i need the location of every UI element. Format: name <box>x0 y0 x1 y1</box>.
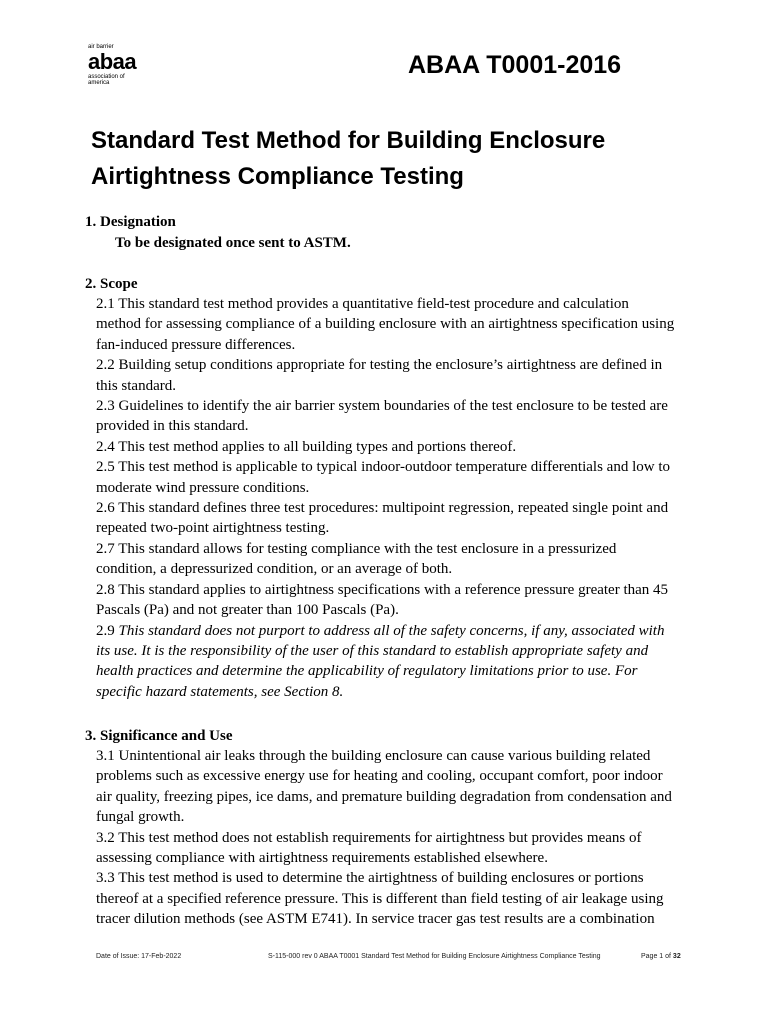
paragraph-line: 3.1 Unintentional air leaks through the building enclosure can cause various building related <box>96 748 651 764</box>
paragraph-line: air quality, freezing pipes, ice dams, and premature building degradation from condensation and <box>96 788 672 805</box>
paragraph-line: 2.7 This standard allows for testing compliance with the test enclosure in a pressurized <box>96 540 617 557</box>
logo-line-air-barrier: air barrier <box>88 44 114 50</box>
paragraph-line: 2.4 This test method applies to all building types and portions thereof. <box>96 438 517 455</box>
safety-note-line: specific hazard statements, see Section 8. <box>96 683 344 700</box>
document-id: ABAA T0001-2016 <box>408 51 622 79</box>
paragraph-line: this standard. <box>96 377 176 394</box>
paragraph-line: Pascals (Pa) and not greater than 100 Pascals (Pa). <box>96 602 399 619</box>
section-3-heading: 3. Significance and Use <box>85 728 233 744</box>
title-line-1: Standard Test Method for Building Enclosure <box>91 127 606 154</box>
paragraph-line: tracer dilution methods (see ASTM E741). In service tracer gas test results are a combination <box>96 911 655 928</box>
footer-document-reference: S-115-000 rev 0 ABAA T0001 Standard Test Method for Building Enclosure Airtightness Compliance Testing <box>268 953 601 960</box>
paragraph-line: moderate wind pressure conditions. <box>96 479 310 496</box>
section-2-heading: 2. Scope <box>85 276 138 292</box>
paragraph-line: fan-induced pressure differences. <box>96 336 296 353</box>
section-1-text: To be designated once sent to ASTM. <box>115 235 351 251</box>
paragraph-line: 2.8 This standard applies to airtightness specifications with a reference pressure greater than 45 <box>96 581 669 598</box>
safety-note-text: This standard does not purport to address all of the safety concerns, if any, associated with <box>118 622 665 639</box>
paragraph-line: assessing compliance with airtightness requirements established elsewhere. <box>96 850 548 867</box>
paragraph-line: 2.3 Guidelines to identify the air barrier system boundaries of the test enclosure to be tested are <box>96 398 668 415</box>
paragraph-line: 3.2 This test method does not establish requirements for airtightness but provides means of <box>96 829 642 846</box>
paragraph-line: repeated two-point airtightness testing. <box>96 520 330 537</box>
document-title <box>91 123 731 195</box>
paragraph-line: 2.6 This standard defines three test procedures: multipoint regression, repeated single point and <box>96 500 669 517</box>
logo-wordmark: abaa <box>88 49 137 74</box>
title-line-2: Airtightness Compliance Testing <box>91 163 464 190</box>
safety-note-line: health practices and determine the applicability of regulatory limitations prior to use. For <box>96 663 638 680</box>
logo-line-association: association of <box>88 74 125 80</box>
page-total: 32 <box>672 953 681 960</box>
safety-note-line: its use. It is the responsibility of the user of this standard to establish appropriate safety and <box>96 642 649 659</box>
paragraph-line: 2.1 This standard test method provides a quantitative field-test procedure and calculation <box>96 296 629 312</box>
section-2-body <box>96 294 736 702</box>
paragraph-line: thereof at a specified reference pressure. This is different than field testing of air leakage using <box>96 890 664 907</box>
paragraph-line: 3.3 This test method is used to determine the airtightness of building enclosures or portions <box>96 870 644 887</box>
section-1-heading: 1. Designation <box>85 214 176 230</box>
safety-note-line <box>96 621 736 641</box>
paragraph-line: provided in this standard. <box>96 418 249 435</box>
footer-page-number <box>641 952 681 961</box>
paragraph-line: condition, a depressurized condition, or an average of both. <box>96 561 453 578</box>
footer-issue-date: Date of Issue: 17-Feb-2022 <box>96 953 182 960</box>
paragraph-line: fungal growth. <box>96 809 185 826</box>
item-number: 2.9 <box>96 622 119 639</box>
paragraph-line: method for assessing compliance of a building enclosure with an airtightness specification using <box>96 316 675 333</box>
abaa-logo <box>88 44 148 86</box>
paragraph-line: problems such as excessive energy use for heating and cooling, occupant comfort, poor indoor <box>96 768 663 785</box>
paragraph-line: 2.5 This test method is applicable to typical indoor-outdoor temperature differentials and low to <box>96 459 671 476</box>
logo-line-america: america <box>88 80 110 86</box>
page-prefix: Page 1 of <box>641 953 673 960</box>
section-3-body <box>96 746 736 930</box>
paragraph-line: 2.2 Building setup conditions appropriate for testing the enclosure’s airtightness are defined in <box>96 357 663 374</box>
